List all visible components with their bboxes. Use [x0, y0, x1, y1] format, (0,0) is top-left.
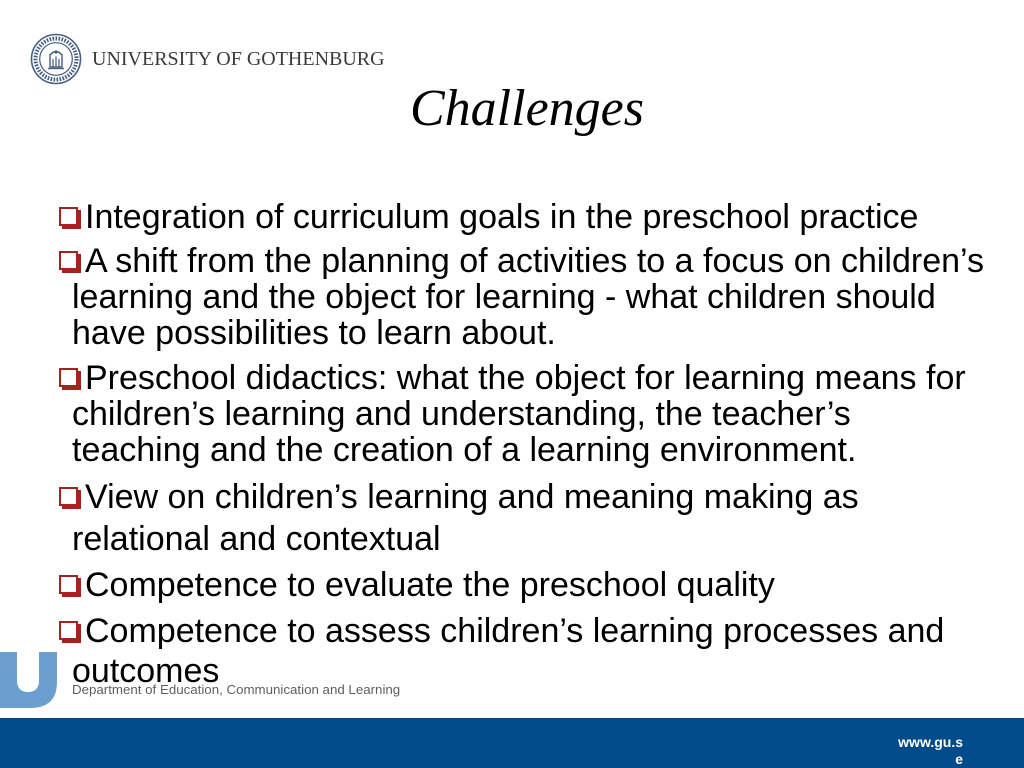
footer-bar: [0, 718, 1024, 768]
bullet-text-line: have possibilities to learn about.: [72, 314, 556, 352]
bullet-text-line: Preschool didactics: what the object for learning means for: [85, 359, 966, 397]
department-name: Department of Education, Communication and Learning: [72, 682, 401, 697]
bullet-square-icon: [59, 621, 78, 640]
university-name: UNIVERSITY OF GOTHENBURG: [92, 48, 385, 70]
bullet-text-line: View on children’s learning and meaning making as: [85, 478, 859, 516]
bullet-item: [0, 567, 1024, 603]
department-u-logo-icon: [0, 650, 58, 710]
bullet-text-line: teaching and the creation of a learning environment.: [72, 431, 857, 469]
bullet-text-line: Integration of curriculum goals in the preschool practice: [85, 198, 919, 236]
bullet-item: [0, 360, 1024, 468]
bullet-text-line: children’s learning and understanding, the teacher’s: [72, 395, 851, 433]
bullet-square-icon: [59, 251, 78, 270]
bullet-text-line: A shift from the planning of activities to a focus on children’s: [85, 242, 984, 280]
bullet-square-icon: [59, 207, 78, 226]
bullet-item: [0, 243, 1024, 351]
bullet-text-line: relational and contextual: [72, 520, 441, 558]
bullet-text-line: Competence to assess children’s learning processes and: [85, 612, 945, 650]
bullet-square-icon: [59, 368, 78, 387]
bullet-text-line: outcomes: [72, 652, 220, 690]
bullet-item: [0, 476, 1024, 560]
bullet-text-line: Competence to evaluate the preschool quality: [85, 566, 775, 604]
university-seal-icon: [30, 33, 82, 85]
slide-title: Challenges: [410, 80, 644, 137]
bullet-text-line: learning and the object for learning - what children should: [72, 278, 936, 316]
bullet-square-icon: [59, 487, 78, 506]
bullet-item: [0, 611, 1024, 691]
bullet-square-icon: [59, 575, 78, 594]
website-url: www.gu.se: [898, 734, 963, 767]
bullet-item: [0, 199, 1024, 235]
